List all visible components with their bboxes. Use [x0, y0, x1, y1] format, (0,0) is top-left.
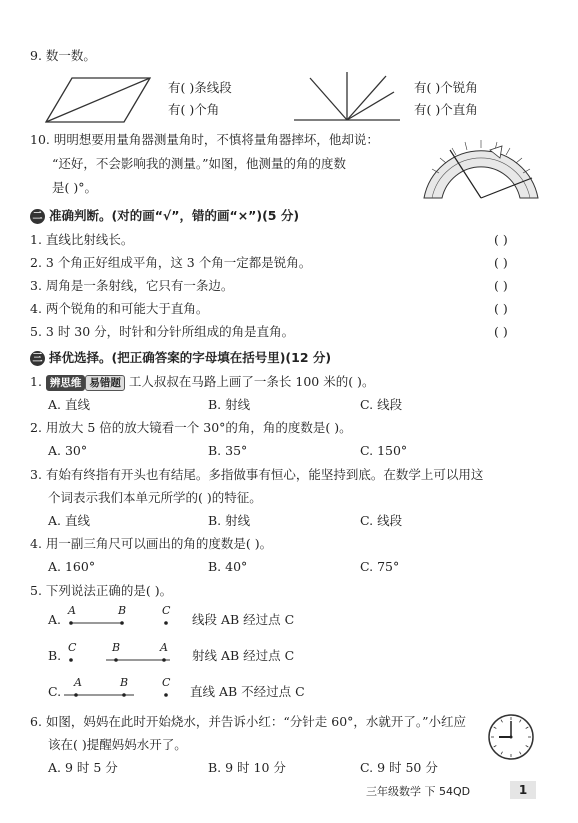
q5c-point-c-label: C — [162, 676, 171, 689]
judge-answer-2[interactable]: ( ) — [494, 255, 508, 270]
q10-line1: 10. 明明想要用量角器测量角时，不慎将量角器摔坏，他却说： — [30, 132, 379, 147]
choice-q5: 5. 下列说法正确的是( )。 — [30, 583, 173, 598]
q5a-point-a-label: A — [68, 604, 76, 617]
q4-option-a: A. 160° — [48, 559, 96, 574]
footer-text: 三年级数学 下 54QD — [366, 785, 471, 798]
section3-header — [30, 348, 331, 368]
q9-acute: 有( )个锐角 — [414, 80, 478, 95]
page-number: 1 — [510, 781, 536, 799]
q1-text: 工人叔叔在马路上画了一条长 100 米的( )。 — [128, 374, 375, 389]
section3-title: 择优选择。(把正确答案的字母填在括号里)(12 分) — [49, 350, 332, 365]
q5-option-b-text: 射线 AB 经过点 C — [192, 648, 295, 663]
q1-number: 1. — [30, 374, 42, 389]
q5b-ray-figure — [66, 655, 176, 665]
section2-title: 准确判断。(对的画“√”，错的画“×”)(5 分) — [49, 208, 300, 223]
judge-answer-5[interactable]: ( ) — [494, 324, 508, 339]
q5b-point-a-label: A — [160, 641, 168, 654]
q5c-point-b-label: B — [120, 676, 129, 689]
q3-option-c: C. 线段 — [360, 513, 403, 528]
judge-answer-3[interactable]: ( ) — [494, 278, 508, 293]
q4-option-c: C. 75° — [360, 559, 400, 574]
angles-fan-figure — [292, 70, 402, 124]
q3-option-b: B. 射线 — [208, 513, 251, 528]
judge-answer-4[interactable]: ( ) — [494, 301, 508, 316]
q5-option-a-letter: A. — [48, 612, 62, 627]
judge-item-1: 1. 直线比射线长。 — [30, 232, 134, 247]
judge-answer-1[interactable]: ( ) — [494, 232, 508, 247]
q4-option-b: B. 40° — [208, 559, 248, 574]
q9-angles: 有( )个角 — [168, 102, 220, 117]
q5-option-a-text: 线段 AB 经过点 C — [192, 612, 295, 627]
judge-item-5: 5. 3 时 30 分，时针和分针所组成的角是直角。 — [30, 324, 295, 339]
judge-item-2: 2. 3 个角正好组成平角，这 3 个角一定都是锐角。 — [30, 255, 312, 270]
q10-line3: 是( )°。 — [52, 180, 97, 195]
parallelogram-figure — [42, 74, 154, 126]
choice-q2: 2. 用放大 5 倍的放大镜看一个 30°的角，角的度数是( )。 — [30, 420, 352, 435]
thinking-tag: 辨思维 — [46, 375, 86, 391]
choice-q3-line2: 个词表示我们本单元所学的( )的特征。 — [48, 490, 262, 505]
q5a-segment-figure — [66, 618, 172, 628]
error-prone-tag: 易错题 — [85, 375, 125, 391]
choice-q6-line2: 该在( )提醒妈妈水开了。 — [48, 737, 187, 752]
judge-item-3: 3. 周角是一条射线，它只有一条边。 — [30, 278, 234, 293]
q5a-point-c-label: C — [162, 604, 171, 617]
q5-option-b-letter: B. — [48, 648, 62, 663]
q5c-point-a-label: A — [74, 676, 82, 689]
q6-option-b: B. 9 时 10 分 — [208, 760, 286, 775]
protractor-figure — [420, 130, 542, 202]
q5b-point-b-label: B — [112, 641, 121, 654]
section2-header — [30, 206, 299, 226]
q9-right: 有( )个直角 — [414, 102, 478, 117]
clock-icon — [486, 712, 536, 762]
choice-q1 — [30, 372, 374, 392]
q1-option-c: C. 线段 — [360, 397, 403, 412]
q6-option-a: A. 9 时 5 分 — [48, 760, 118, 775]
choice-q6-line1: 6. 如图，妈妈在此时开始烧水，并告诉小红：“分针走 60°，水就开了。”小红应 — [30, 714, 467, 729]
q5-option-c-letter: C. — [48, 684, 62, 699]
judge-item-4: 4. 两个锐角的和可能大于直角。 — [30, 301, 209, 316]
q5c-line-figure — [62, 690, 172, 700]
q1-option-b: B. 射线 — [208, 397, 251, 412]
q2-option-c: C. 150° — [360, 443, 408, 458]
section3-number-icon: 三 — [30, 351, 45, 366]
q6-option-c: C. 9 时 50 分 — [360, 760, 438, 775]
choice-q4: 4. 用一副三角尺可以画出的角的度数是( )。 — [30, 536, 273, 551]
q10-line2: “还好，不会影响我的测量。”如图，他测量的角的度数 — [52, 156, 347, 171]
q9-segments: 有( )条线段 — [168, 80, 232, 95]
q1-option-a: A. 直线 — [48, 397, 90, 412]
choice-q3-line1: 3. 有始有终指有开头也有结尾。多指做事有恒心，能坚持到底。在数学上可以用这 — [30, 467, 484, 482]
section2-number-icon: 二 — [30, 209, 45, 224]
q5a-point-b-label: B — [118, 604, 127, 617]
q5b-point-c-label: C — [68, 641, 77, 654]
q5-option-c-text: 直线 AB 不经过点 C — [190, 684, 305, 699]
q2-option-b: B. 35° — [208, 443, 248, 458]
q2-option-a: A. 30° — [48, 443, 88, 458]
q3-option-a: A. 直线 — [48, 513, 90, 528]
q9-title: 9. 数一数。 — [30, 48, 96, 63]
